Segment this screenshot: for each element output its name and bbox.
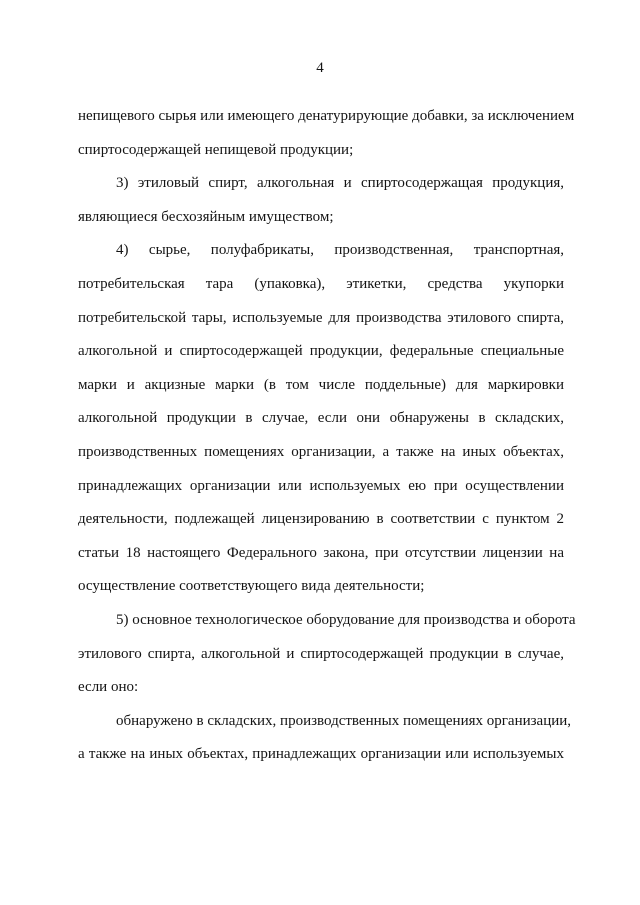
text-line: алкогольной продукции в случае, если они обнаружены в складских, [78, 410, 564, 427]
text-line: производственных помещениях организации, а также на иных объектах, [78, 443, 564, 460]
text-line: принадлежащих организации или используемых ею при осуществлении [78, 477, 564, 494]
text-line: являющиеся бесхозяйным имуществом; [78, 208, 334, 225]
text-line: 4) сырье, полуфабрикаты, производственная, транспортная, [116, 242, 564, 259]
text-line: деятельности, подлежащей лицензированию в соответствии с пунктом 2 [78, 511, 564, 528]
text-line: непищевого сырья или имеющего денатурирующие добавки, за исключением [78, 108, 575, 124]
text-line: спиртосодержащей непищевой продукции; [78, 141, 354, 158]
text-line: алкогольной и спиртосодержащей продукции, федеральные специальные [78, 343, 564, 360]
text-line: 5) основное технологическое оборудование для производства и оборота [116, 611, 576, 628]
text-line: а также на иных объектах, принадлежащих организации или используемых [78, 746, 564, 763]
text-line: потребительской тары, используемые для производства этилового спирта, [78, 309, 564, 326]
text-line: осуществление соответствующего вида деятельности; [78, 578, 425, 595]
text-line: статьи 18 настоящего Федерального закона, при отсутствии лицензии на [78, 544, 564, 561]
text-line: если оно: [78, 679, 139, 696]
text-line: 3) этиловый спирт, алкогольная и спиртосодержащая продукция, [116, 175, 564, 192]
text-line: потребительская тара (упаковка), этикетки, средства укупорки [78, 275, 564, 292]
document-body [78, 100, 576, 772]
text-line: марки и акцизные марки (в том числе поддельные) для маркировки [78, 376, 564, 393]
page-number: 4 [316, 60, 324, 76]
text-line: этилового спирта, алкогольной и спиртосодержащей продукции в случае, [78, 645, 564, 662]
text-line: обнаружено в складских, производственных помещениях организации, [116, 712, 572, 729]
